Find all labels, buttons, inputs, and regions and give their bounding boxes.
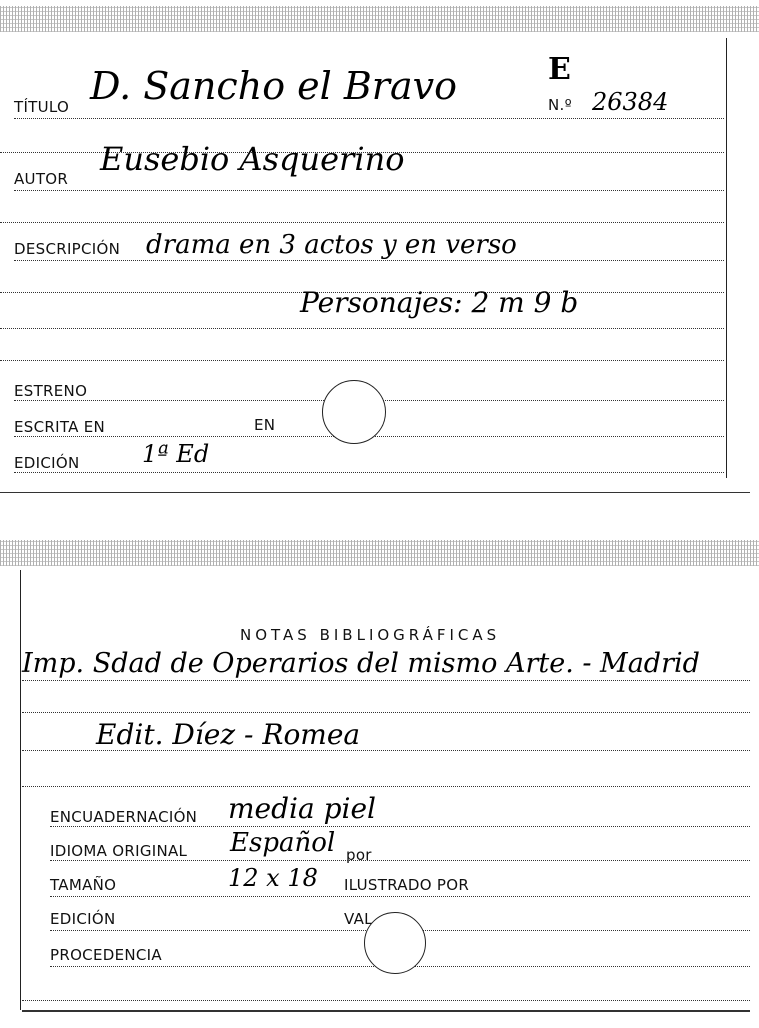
estreno-label: ESTRENO [14, 382, 88, 400]
corner-mark: E [548, 52, 571, 87]
tamano-rule [50, 896, 750, 897]
blank-rule-5 [22, 712, 750, 713]
personajes-rule [0, 328, 724, 329]
scan-noise-top [0, 6, 759, 32]
numero-label: N.º [548, 96, 572, 114]
descripcion-rule [14, 260, 724, 261]
edicion-rule [14, 472, 724, 473]
punch-hole-bottom [364, 912, 426, 974]
note-line-1: Imp. Sdad de Operarios del mismo Arte. - Madrid [22, 648, 700, 679]
titulo-label: TÍTULO [14, 98, 70, 116]
punch-hole-top [322, 380, 386, 444]
idioma-label: IDIOMA ORIGINAL [50, 842, 188, 860]
notas-heading: NOTAS BIBLIOGRÁFICAS [240, 626, 501, 644]
card-bottom-edge [0, 492, 750, 493]
idioma-rule [50, 860, 750, 861]
note-line-2: Edit. Díez - Romea [96, 718, 361, 751]
encuadernacion-value: media piel [228, 792, 376, 825]
note-rule-1 [22, 680, 750, 681]
descripcion-label: DESCRIPCIÓN [14, 240, 121, 258]
procedencia-label: PROCEDENCIA [50, 946, 162, 964]
edicion-value: 1ª Ed [142, 440, 210, 468]
blank-rule-2 [0, 222, 724, 223]
tamano-label: TAMAÑO [50, 876, 117, 894]
escrita-label: ESCRITA EN [14, 418, 106, 436]
blank-rule-6 [22, 786, 750, 787]
ilustrado-label: ILUSTRADO POR [344, 876, 470, 894]
card2-bottom-edge [22, 1010, 750, 1012]
blank-rule-4 [0, 360, 724, 361]
autor-label: AUTOR [14, 170, 69, 188]
val-label: VAL [344, 910, 373, 928]
tamano-value: 12 x 18 [228, 864, 318, 892]
note-rule-2 [22, 750, 750, 751]
autor-rule [14, 190, 724, 191]
blank-rule-7 [22, 1000, 750, 1001]
edicion-label: EDICIÓN [14, 454, 80, 472]
idioma-value: Español [230, 828, 336, 858]
titulo-rule [14, 118, 724, 119]
titulo-value: D. Sancho el Bravo [90, 64, 457, 108]
encuadernacion-label: ENCUADERNACIÓN [50, 808, 198, 826]
edicion2-label: EDICIÓN [50, 910, 116, 928]
descripcion-value: drama en 3 actos y en verso [146, 230, 517, 260]
catalog-card-top [0, 0, 759, 500]
encuadernacion-rule [50, 826, 750, 827]
scan-noise-bottom [0, 540, 759, 566]
numero-value: 26384 [592, 88, 669, 116]
por-label: por [346, 846, 372, 864]
catalog-card-bottom [0, 530, 759, 1028]
personajes-value: Personajes: 2 m 9 b [300, 286, 579, 319]
card-left-border [20, 570, 21, 1010]
en-label: EN [254, 416, 276, 434]
card-right-border [726, 38, 727, 478]
autor-value: Eusebio Asquerino [100, 140, 405, 178]
